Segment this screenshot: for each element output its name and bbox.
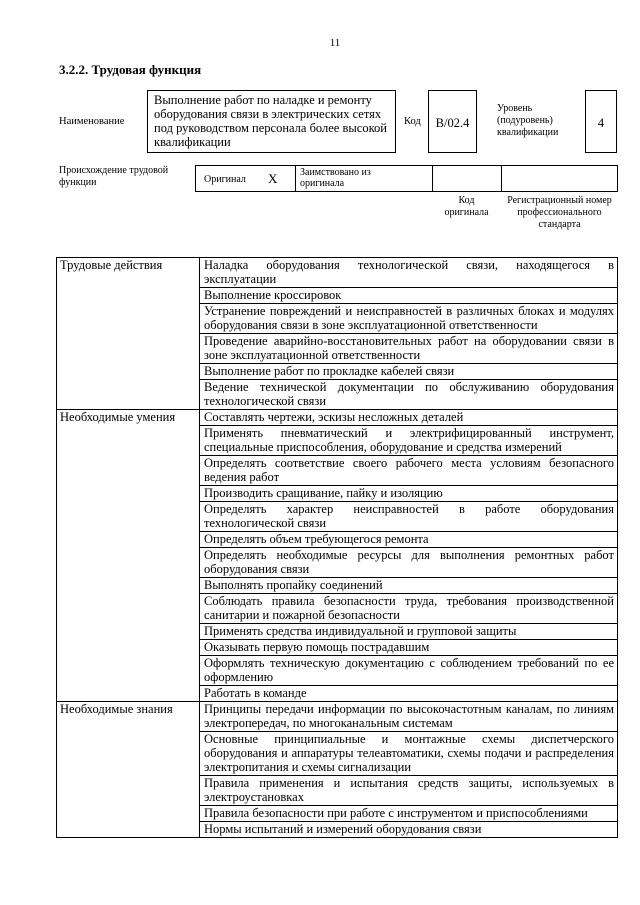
- original-code-caption-text: Код оригинала: [444, 195, 489, 218]
- section-item-cell: Определять необходимые ресурсы для выполнения ремонтных работ оборудования связи: [200, 548, 618, 578]
- table-row: [57, 258, 618, 288]
- section-item-cell: Проведение аварийно-восстановительных работ на оборудовании связи в зоне эксплуатационной ответственности: [200, 334, 618, 364]
- section-item-cell: Применять средства индивидуальной и групповой защиты: [200, 624, 618, 640]
- table-row: [57, 702, 618, 732]
- section-item-cell: Выполнять пропайку соединений: [200, 578, 618, 594]
- section-item-cell: Соблюдать правила безопасности труда, требования производственной санитарии и пожарной безопасности: [200, 594, 618, 624]
- function-table: [56, 257, 618, 838]
- original-mark: X: [268, 171, 278, 186]
- function-name-box: Выполнение работ по наладке и ремонту оборудования связи в электрических сетях под руководством персонала более высокой квалификации: [147, 90, 396, 153]
- section-item-cell: Выполнение кроссировок: [200, 288, 618, 304]
- origin-label-text: Происхождение трудовой функции: [59, 165, 169, 188]
- section-item-cell: Основные принципиальные и монтажные схемы диспетчерского оборудования и аппаратуры телеавтоматики, схемы подачи и распределения электропитания и схемы сигнализации: [200, 732, 618, 776]
- page-number: 11: [329, 37, 341, 49]
- original-code-cell: [433, 166, 502, 191]
- table-row: [57, 410, 618, 426]
- original-code-caption: [432, 195, 501, 219]
- section-item-cell: Определять объем требующегося ремонта: [200, 532, 618, 548]
- section-title-cell: Необходимые знания: [57, 702, 200, 838]
- section-item-cell: Определять соответствие своего рабочего места условиям безопасного ведения работ: [200, 456, 618, 486]
- section-item-cell: Оформлять техническую документацию с соблюдением требований по ее оформлению: [200, 656, 618, 686]
- original-label: Оригинал: [204, 174, 246, 185]
- original-cell: [196, 166, 296, 191]
- section-title-cell: Трудовые действия: [57, 258, 200, 410]
- section-item-cell: Выполнение работ по прокладке кабелей связи: [200, 364, 618, 380]
- section-item-cell: Правила безопасности при работе с инструментом и приспособлениями: [200, 806, 618, 822]
- reg-number-caption: Регистрационный номер профессионального стандарта: [507, 195, 612, 230]
- borrowed-cell: [296, 166, 433, 191]
- section-item-cell: Принципы передачи информации по высокочастотным каналам, по линиям электропередач, по многоканальным системам: [200, 702, 618, 732]
- section-item-cell: Производить сращивание, пайку и изоляцию: [200, 486, 618, 502]
- level-label: [497, 103, 575, 139]
- code-label: Код: [404, 116, 421, 127]
- section-item-cell: Составлять чертежи, эскизы несложных деталей: [200, 410, 618, 426]
- section-item-cell: Наладка оборудования технологической связи, находящегося в эксплуатации: [200, 258, 618, 288]
- section-title: 3.2.2. Трудовая функция: [59, 62, 202, 77]
- section-item-cell: Работать в команде: [200, 686, 618, 702]
- level-label-text: Уровень (подуровень) квалификации: [497, 103, 559, 138]
- section-item-cell: Оказывать первую помощь пострадавшим: [200, 640, 618, 656]
- name-label: Наименование: [59, 116, 125, 127]
- section-item-cell: Применять пневматический и электрифицированный инструмент, специальные приспособления, оборудование и средства измерений: [200, 426, 618, 456]
- level-value-box: 4: [585, 90, 617, 153]
- section-item-cell: Устранение повреждений и неисправностей в различных блоках и модулях оборудования связи в зоне эксплуатационной ответственности: [200, 304, 618, 334]
- reg-number-cell: [502, 166, 619, 191]
- section-item-cell: Правила применения и испытания средств защиты, используемых в электроустановках: [200, 776, 618, 806]
- origin-label: [59, 165, 184, 189]
- section-item-cell: Нормы испытаний и измерений оборудования связи: [200, 822, 618, 838]
- code-value-box: B/02.4: [428, 90, 477, 153]
- origin-table: [195, 165, 618, 192]
- section-item-cell: Определять характер неисправностей в работе оборудования технологической связи: [200, 502, 618, 532]
- section-title-cell: Необходимые умения: [57, 410, 200, 702]
- borrowed-label: Заимствовано из оригинала: [300, 167, 371, 189]
- section-item-cell: Ведение технической документации по обслуживанию оборудования технологической связи: [200, 380, 618, 410]
